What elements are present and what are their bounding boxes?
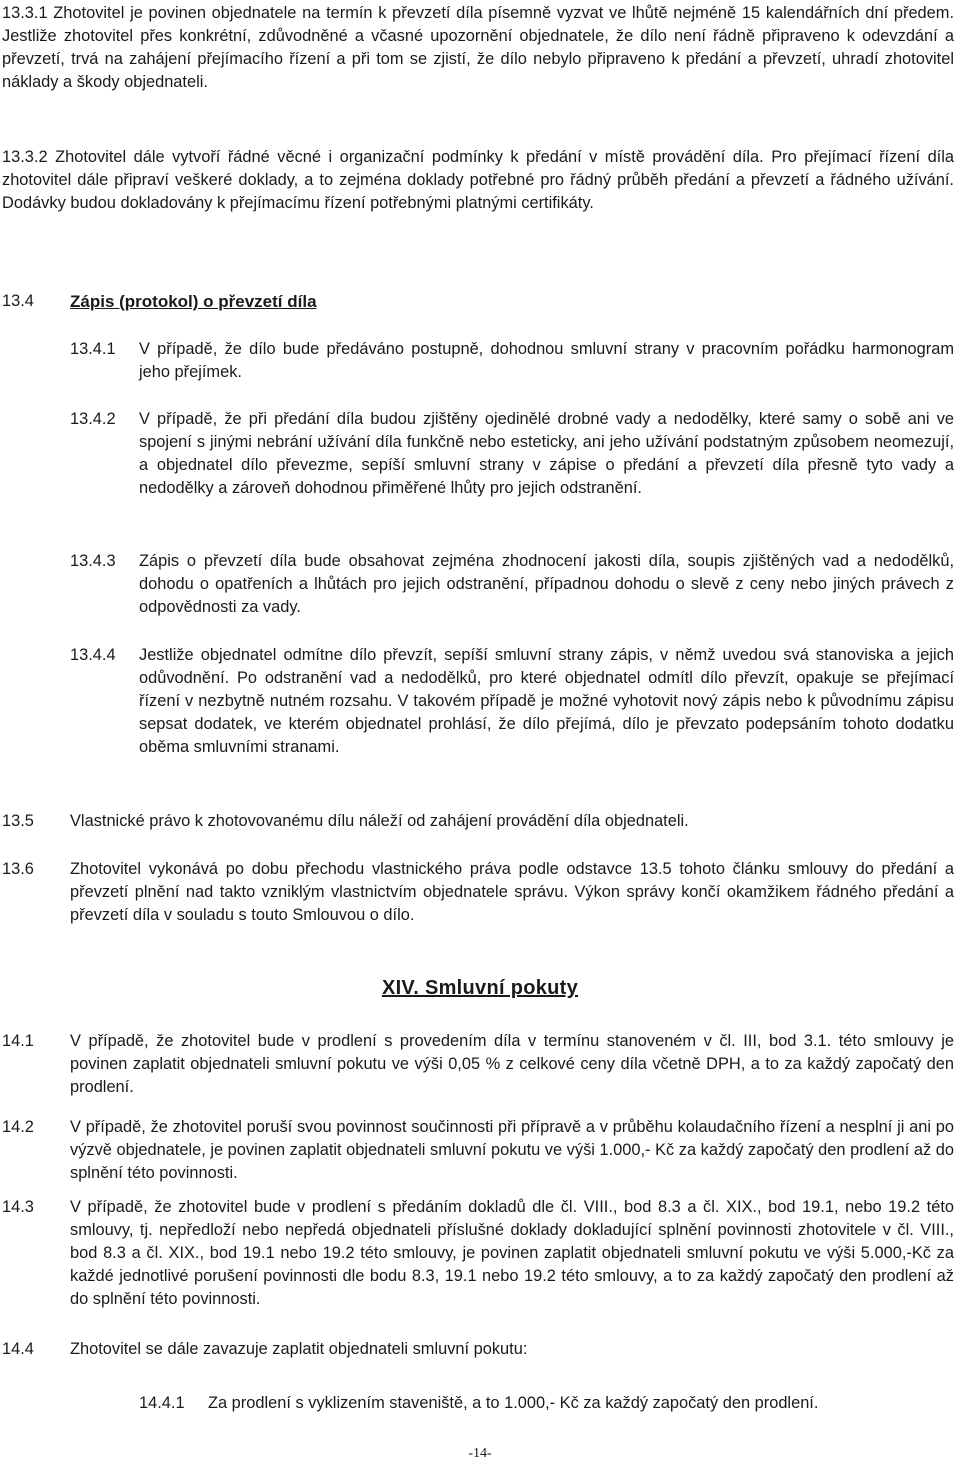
- paragraph-13-5-body: Vlastnické právo k zhotovovanému dílu náleží od zahájení provádění díla objednateli.: [70, 812, 689, 830]
- paragraph-13-5-number: 13.5: [2, 812, 34, 830]
- paragraph-13-4-1-body: V případě, že dílo bude předáváno postupně, dohodnou smluvní strany v pracovním pořádku harmonogram jeho přejímek.: [139, 340, 954, 381]
- paragraph-14-4-number: 14.4: [2, 1340, 34, 1358]
- paragraph-13-4-2-number: 13.4.2: [70, 410, 116, 428]
- paragraph-13-6-number: 13.6: [2, 860, 34, 878]
- paragraph-13-3-1: [2, 2, 954, 94]
- paragraph-14-3-body: V případě, že zhotovitel bude v prodlení s předáním dokladů dle čl. VIII., bod 8.3 a čl. XIX., bod 19.1, nebo 19.2 této smlouvy, tj. nepředloží nebo nepředá objednateli příslušné doklady dokladující splnění povinnosti zhotovitele v čl. VIII., bod 8.3 a čl. XIX., bod 19.1 nebo 19.2 této smlouvy, je povinen zaplatit objednateli smluvní pokutu ve výši 5.000,-Kč za každé jednotlivé porušení povinnosti dle bodu 8.3, 19.1 nebo 19.2 této smlouvy, a to za každý započatý den prodlení až do splnění této povinnosti.: [70, 1198, 954, 1308]
- page-number: -14-: [468, 1446, 492, 1461]
- paragraph-13-4-4-number: 13.4.4: [70, 646, 116, 664]
- paragraph-13-4-2-body: V případě, že při předání díla budou zjištěny ojedinělé drobné vady a nedodělky, které samy o sobě ani ve spojení s jinými nebrání užívání díla funkčně nebo esteticky, ani jeho užívání podstatným způsobem neomezují, a objednatel dílo převezme, sepíší smluvní strany v zápise o předání a převzetí díla přesně tyto vady a nedodělky a zároveň dohodnou přiměřené lhůty pro jejich odstranění.: [139, 410, 954, 497]
- paragraph-13-3-1-body: Zhotovitel je povinen objednatele na termín k převzetí díla písemně vyzvat ve lhůtě nejméně 15 kalendářních dní předem. Jestliže zhotovitel přes konkrétní, zdůvodněné a včasné upozornění objednatele, že dílo není řádně připraveno k odevzdání a převzetí, trvá na zahájení přejímacího řízení a při tom se zjistí, že dílo nebylo připraveno k předání a převzetí, uhradí zhotovitel náklady a škody objednateli.: [2, 4, 954, 91]
- section-13-4-heading: Zápis (protokol) o převzetí díla: [70, 292, 317, 311]
- paragraph-13-3-2: [2, 146, 954, 215]
- paragraph-14-4-body: Zhotovitel se dále zavazuje zaplatit objednateli smluvní pokutu:: [70, 1340, 528, 1358]
- paragraph-13-4-3-body: Zápis o převzetí díla bude obsahovat zejména zhodnocení jakosti díla, soupis zjištěných vad a nedodělků, dohodu o opatřeních a lhůtách pro jejich odstranění, případnou dohodu o slevě z ceny nebo jiných právech z odpovědnosti za vady.: [139, 552, 954, 616]
- paragraph-14-4-1-number: 14.4.1: [139, 1394, 185, 1412]
- paragraph-14-2-body: V případě, že zhotovitel poruší svou povinnost součinnosti při přípravě a v průběhu kolaudačního řízení a nesplní ji ani po výzvě objednatele, je povinen zaplatit objednateli smluvní pokutu ve výši 1.000,- Kč za každý započatý den prodlení až do splnění této povinnosti.: [70, 1118, 954, 1182]
- paragraph-14-1-body: V případě, že zhotovitel bude v prodlení s provedením díla v termínu stanoveném v čl. III, bod 3.1. této smlouvy je povinen zaplatit objednateli smluvní pokutu ve výši 0,05 % z celkové ceny díla včetně DPH, a to za každý započatý den prodlení.: [70, 1032, 954, 1096]
- paragraph-13-3-1-text: [2, 2, 954, 94]
- paragraph-13-3-2-body: Zhotovitel dále vytvoří řádné věcné i organizační podmínky k předání v místě provádění díla. Pro přejímací řízení díla zhotovitel dále připraví veškeré doklady, a to zejména doklady potřebné pro řádný průběh předání a převzetí a řádného užívání. Dodávky budou dokladovány k přejímacímu řízení potřebnými platnými certifikáty.: [2, 148, 954, 212]
- paragraph-14-4-1-body: Za prodlení s vyklizením staveniště, a to 1.000,- Kč za každý započatý den prodlení.: [208, 1394, 819, 1412]
- paragraph-14-3-number: 14.3: [2, 1198, 34, 1216]
- paragraph-13-3-1-number: 13.3.1: [2, 4, 48, 22]
- section-13-4-number: 13.4: [2, 292, 34, 310]
- chapter-heading: XIV. Smluvní pokuty: [381, 977, 579, 999]
- paragraph-13-6-body: Zhotovitel vykonává po dobu přechodu vlastnického práva podle odstavce 13.5 tohoto článku smlouvy do předání a převzetí plnění nad takto vzniklým vlastnictvím objednatele správu. Výkon správy končí okamžikem řádného předání a převzetí díla v souladu s touto Smlouvou o dílo.: [70, 860, 954, 924]
- paragraph-13-3-2-text: [2, 146, 954, 215]
- paragraph-13-4-3-number: 13.4.3: [70, 552, 116, 570]
- paragraph-13-4-1-number: 13.4.1: [70, 340, 116, 358]
- paragraph-13-4-4-body: Jestliže objednatel odmítne dílo převzít, sepíší smluvní strany zápis, v němž uvedou svá stanoviska a jejich odůvodnění. Po odstranění vad a nedodělků, pro které objednatel odmítl dílo převzít, opakuje se přejímací řízení v nezbytně nutném rozsahu. V takovém případě je možné vyhotovit nový zápis nebo k původnímu zápisu sepsat dodatek, ve kterém objednatel prohlásí, že dílo přejímá, dílo je převzato podepsáním tohoto dodatku oběma smluvními stranami.: [139, 646, 954, 756]
- paragraph-13-3-2-number: 13.3.2: [2, 148, 48, 166]
- paragraph-14-1-number: 14.1: [2, 1032, 34, 1050]
- paragraph-14-2-number: 14.2: [2, 1118, 34, 1136]
